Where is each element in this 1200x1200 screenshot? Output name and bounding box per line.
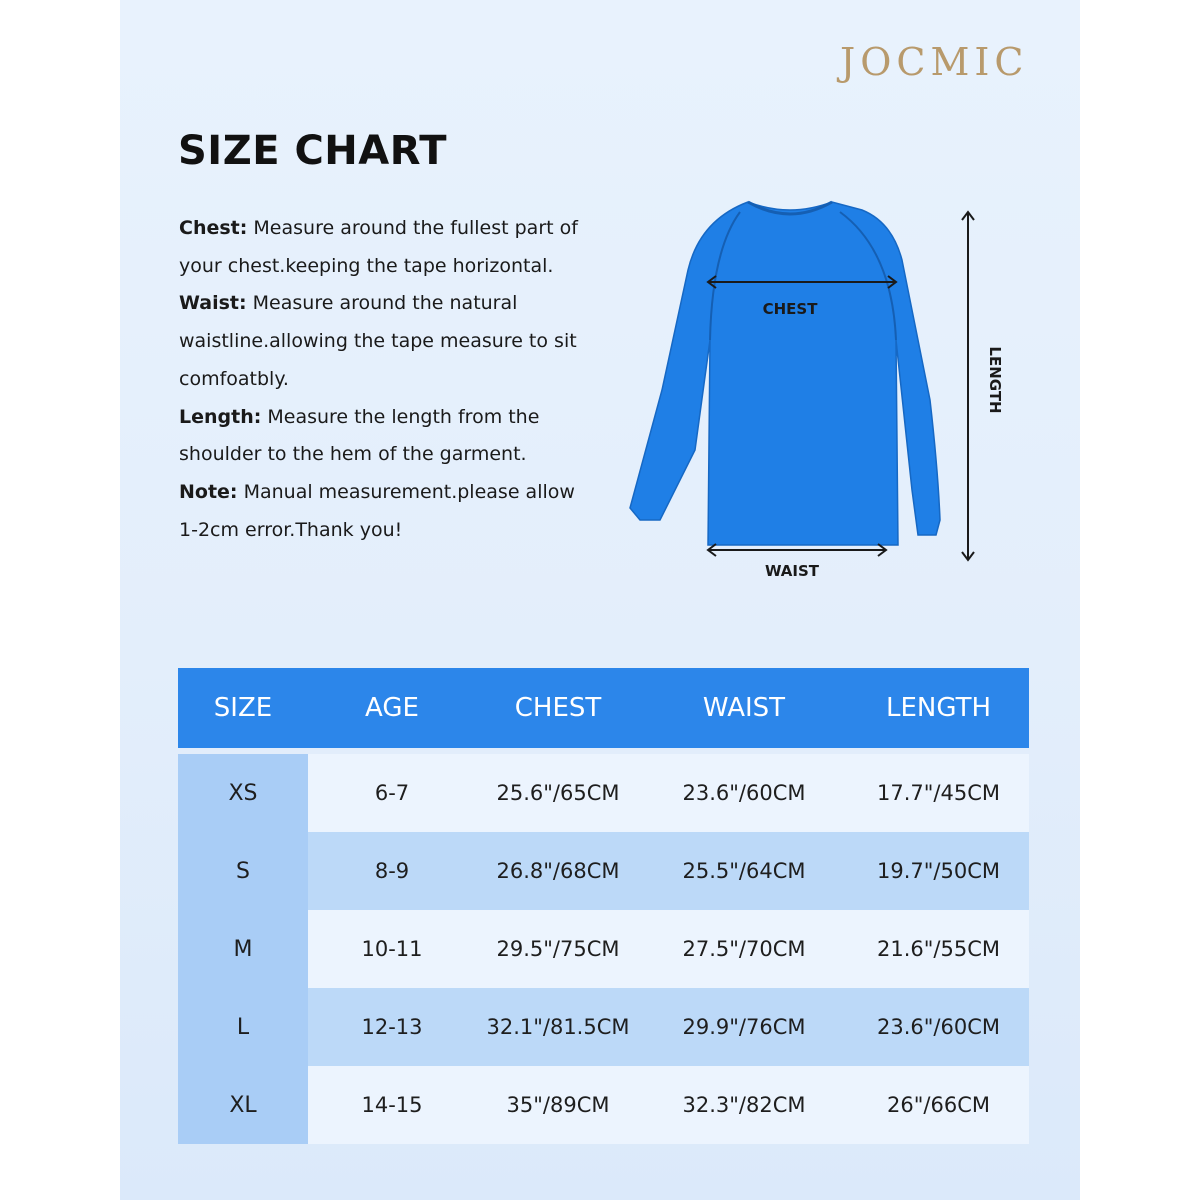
instruction-text: Measure around the fullest part of your chest.keeping the tape horizontal. [179, 217, 578, 277]
waist-cell: 25.5"/64CM [640, 832, 848, 910]
column-header: LENGTH [848, 668, 1029, 748]
waist-label: WAIST [764, 562, 820, 580]
length-label: LENGTH [986, 346, 1004, 414]
age-cell: 10-11 [308, 910, 476, 988]
instruction-label: Note: [179, 480, 238, 503]
instruction-chest [179, 210, 579, 285]
instruction-label: Length: [179, 405, 262, 428]
instruction-text: Manual measurement.please allow 1-2cm error.Thank you! [179, 480, 575, 541]
table-header [178, 668, 1029, 748]
size-table [178, 668, 1029, 1144]
instruction-waist [179, 285, 579, 398]
chest-cell: 35"/89CM [476, 1066, 640, 1144]
table-row [178, 1066, 1029, 1144]
age-cell: 14-15 [308, 1066, 476, 1144]
measurement-instructions [179, 210, 579, 549]
table-row [178, 754, 1029, 832]
table-row [178, 832, 1029, 910]
table-row [178, 910, 1029, 988]
waist-cell: 32.3"/82CM [640, 1066, 848, 1144]
age-cell: 6-7 [308, 754, 476, 832]
length-cell: 17.7"/45CM [848, 754, 1029, 832]
length-cell: 19.7"/50CM [848, 832, 1029, 910]
column-header: CHEST [476, 668, 640, 748]
waist-cell: 23.6"/60CM [640, 754, 848, 832]
size-cell: M [178, 910, 308, 988]
column-header: WAIST [640, 668, 848, 748]
chest-cell: 26.8"/68CM [476, 832, 640, 910]
waist-cell: 29.9"/76CM [640, 988, 848, 1066]
instruction-text: Measure the length from the shoulder to the hem of the garment. [179, 405, 540, 466]
age-cell: 8-9 [308, 832, 476, 910]
chest-cell: 32.1"/81.5CM [476, 988, 640, 1066]
brand-logo: JOCMIC [840, 40, 1029, 84]
instruction-length [179, 399, 579, 474]
column-header: SIZE [178, 668, 308, 748]
chest-cell: 29.5"/75CM [476, 910, 640, 988]
length-cell: 21.6"/55CM [848, 910, 1029, 988]
chest-cell: 25.6"/65CM [476, 754, 640, 832]
waist-cell: 27.5"/70CM [640, 910, 848, 988]
size-cell: S [178, 832, 308, 910]
length-cell: 26"/66CM [848, 1066, 1029, 1144]
shirt-diagram [600, 190, 1030, 590]
page-title: SIZE CHART [178, 128, 448, 174]
instruction-label: Chest: [179, 217, 248, 239]
length-cell: 23.6"/60CM [848, 988, 1029, 1066]
instruction-note [179, 474, 579, 549]
instruction-label: Waist: [179, 292, 247, 315]
size-cell: L [178, 988, 308, 1066]
instruction-text: Measure around the natural waistline.allowing the tape measure to sit comfoatbly. [179, 292, 577, 390]
shirt-illustration [630, 202, 940, 545]
size-cell: XS [178, 754, 308, 832]
size-cell: XL [178, 1066, 308, 1144]
age-cell: 12-13 [308, 988, 476, 1066]
chest-label: CHEST [762, 300, 818, 318]
column-header: AGE [308, 668, 476, 748]
table-row [178, 988, 1029, 1066]
